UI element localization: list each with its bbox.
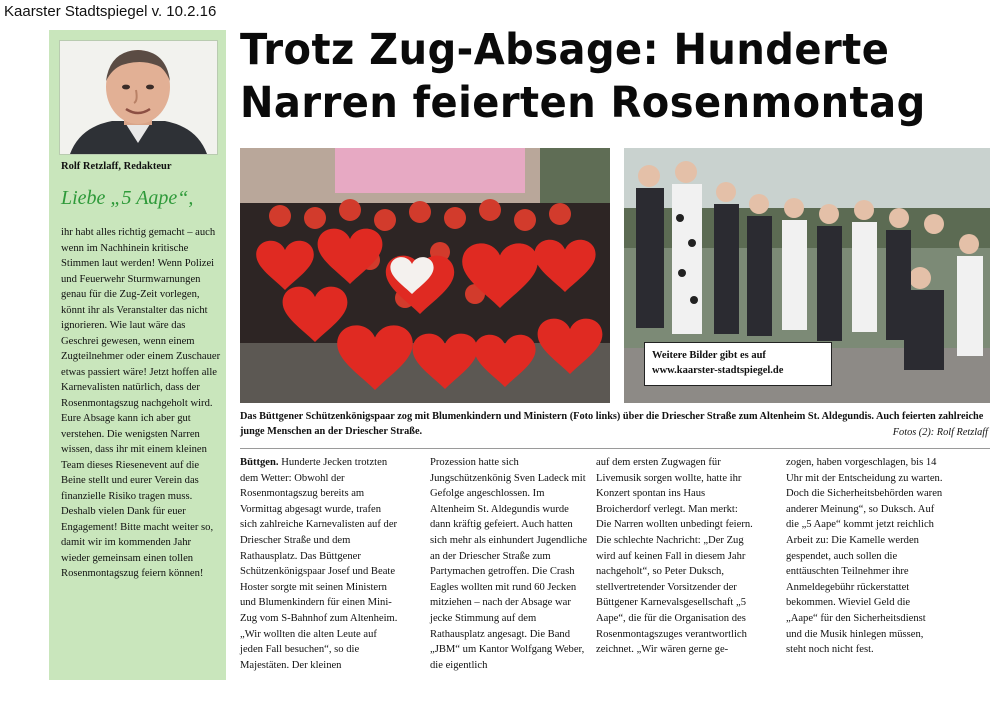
commentary-text: ihr habt alles richtig gemacht – auch wenn im Nachhinein kritische Stimmen laut werden! Wenn Polizei und Feuerwehr Sturmwarnungen genau für die Zug-Zeit vorlegen, könnt ihr als Veranstalter das nicht ignorieren. Wie laut wäre das Geschrei gewesen, wenn einem Zugteilnehmer oder einem Zuschauer etwas passiert wäre! Jetzt hoffen alle Karnevalisten natürlich, dass der Rosenmontagszug nachgeholt wird. Eure Absage kann ich aber gut verstehen. Die wenigsten Narren wissen, dass ihr mit einem kleinen Team dieses Riesenevent auf die Beine stellt und eurer Verein das finanzielle Risiko tragen muss. Deshalb vielen Dank für euer Engagement! Bitte macht weiter so, damit wir im kommenden Jahr wieder gemeinsam einen tollen Rosenmontagszug feiern können! xyxy=(61,227,221,579)
author-portrait xyxy=(60,41,217,154)
headline: Trotz Zug-Absage: Hunderte Narren feierten Rosenmontag xyxy=(240,25,926,128)
article-text-1: Hunderte Jecken trotzten dem Wetter: Obwohl der Rosenmontagszug bereits am Vormittag abgesagt wurde, trafen sich zahlreiche Karnevalisten auf der Driescher Straße und dem Rathausplatz. Das Büttgener Schützenkönigspaar Josef und Beate Hoster sorgte mit seinen Ministern und Blumenkindern für einen Mini-Zug vom S-Bahnhof zum Altenheim. „Wir wollten die alten Leute auf jeden Fall besuchen“, so die Majestäten. Der kleinen xyxy=(240,457,398,671)
article-column-4: zogen, haben vorgeschlagen, bis 14 Uhr mit der Entscheidung zu warten. Doch die Sicherheitsbehörden waren anderer Meinung“, so Duksch. Auf die „5 Aape“ kommt jetzt reichlich Arbeit zu: Die Kamelle werden gespendet, auch sollen die enttäuschten Teilnehmer ihre Anmeldegebühr rückerstattet bekommen. Wieviel Geld die „Aape“ für den Sicherheitsdienst und die Musik hinlegen müssen, steht noch nicht fest. xyxy=(786,457,943,656)
article-dateline: Büttgen. xyxy=(240,457,279,468)
photo-caption: Das Büttgener Schützenkönigspaar zog mit Blumenkindern und Ministern (Foto links) über die Driescher Straße zum Altenheim St. Aldegundis. Auch feierten zahlreiche junge Menschen an der Driescher Straße. xyxy=(240,411,984,437)
commentary-greeting: Liebe „5 Aape“, xyxy=(61,187,194,209)
web-link-box xyxy=(644,342,832,386)
article-column-1 xyxy=(240,455,398,673)
article-column-3: auf dem ersten Zugwagen für Livemusik sorgen wollte, hatte ihr Konzert spontan ins Haus Broicherdorf verlegt. Man merkt: Die Narren wollten unbedingt feiern. Die schlechte Nachricht: „Der Zug wird auf keinen Fall in diesem Jahr nachgeholt“, so Peter Duksch, stellvertretender Vorsitzender der Büttgener Karnevalsgesellschaft „5 Aape“, die für die Organisation des Rosenmontagszuges verantwortlich zeichnet. „Wir wären gerne ge- xyxy=(596,457,753,656)
divider xyxy=(240,448,990,449)
heart-group-photo xyxy=(240,148,610,403)
commentary-box xyxy=(49,30,226,680)
web-link-intro: Weitere Bilder gibt es auf xyxy=(652,350,766,361)
web-link-url[interactable]: www.kaarster-stadtspiegel.de xyxy=(652,365,784,376)
author-name: Rolf Retzlaff, Redakteur xyxy=(61,161,172,172)
author-photo xyxy=(59,40,218,155)
article-column-2: Prozession hatte sich Jungschützenkönig Sven Ladeck mit Gefolge angeschlossen. Im Altenheim St. Aldegundis wurde dann kräftig gefeiert. Auch hatten sich mehr als einhundert Jugendliche an der Driescher Straße zum Partymachen getroffen. Die Crash Eagles wollten mit rund 60 Jecken mitziehen – nach der Absage war jecke Stimmung auf dem Rathausplatz angesagt. Die Band „JBM“ um Kantor Wolfgang Weber, die eigentlich xyxy=(430,457,588,671)
photo-right-young-people xyxy=(624,148,990,403)
source-note: Kaarster Stadtspiegel v. 10.2.16 xyxy=(4,3,217,20)
photo-left-carnival-hearts xyxy=(240,148,610,403)
photo-credit: Fotos (2): Rolf Retzlaff xyxy=(892,427,988,438)
